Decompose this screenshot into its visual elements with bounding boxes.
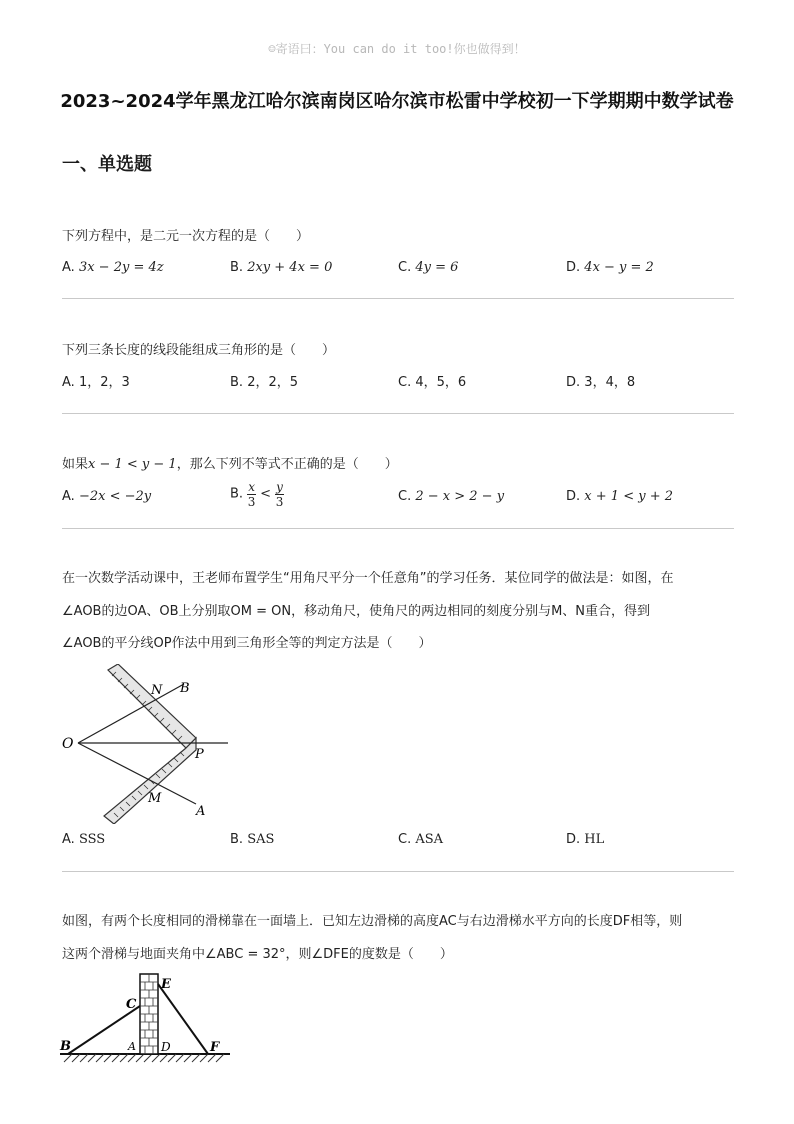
question-5-line-1: 如图，有两个长度相同的滑梯靠在一面墙上．已知左边滑梯的高度AC与右边滑梯水平方向的长度DF相等，则 bbox=[62, 914, 683, 929]
label-e: E bbox=[161, 977, 171, 992]
label-p: P bbox=[195, 747, 204, 762]
label-a: A bbox=[128, 1040, 136, 1053]
question-4-line-2: ∠AOB的边OA、OB上分别取OM = ON，移动角尺，使角尺的两边相同的刻度分别与M、N重合，得到 bbox=[62, 604, 651, 619]
question-1-option-a[interactable]: A. 3x − 2y = 4z bbox=[62, 260, 164, 275]
angle-bisector-figure bbox=[56, 664, 246, 824]
page-title: 2023~2024学年黑龙江哈尔滨南岗区哈尔滨市松雷中学校初一下学期期中数学试卷 bbox=[60, 91, 734, 112]
question-3-option-c[interactable]: C. 2 − x > 2 − y bbox=[398, 489, 505, 504]
question-4-option-c[interactable]: C. ASA bbox=[398, 832, 444, 847]
question-2-option-b[interactable]: B. 2，2，5 bbox=[230, 375, 299, 390]
question-4-line-1: 在一次数学活动课中，王老师布置学生“用角尺平分一个任意角”的学习任务．某位同学的做法是：如图，在 bbox=[62, 571, 674, 586]
question-1-option-c[interactable]: C. 4y = 6 bbox=[398, 260, 459, 275]
divider bbox=[62, 871, 734, 872]
question-4-line-3: ∠AOB的平分线OP作法中用到三角形全等的判定方法是（ ） bbox=[62, 636, 432, 651]
ruler-upper-arm bbox=[108, 664, 196, 748]
question-2-option-d[interactable]: D. 3，4，8 bbox=[566, 375, 636, 390]
question-1-stem: 下列方程中，是二元一次方程的是（ ） bbox=[62, 229, 310, 244]
section-heading: 一、单选题 bbox=[62, 154, 152, 175]
fraction-x-over-3: $\frac{x}{3}$ bbox=[247, 480, 256, 509]
label-m: M bbox=[148, 791, 162, 806]
label-f: F bbox=[210, 1040, 220, 1055]
question-5-line-2: 这两个滑梯与地面夹角中∠ABC = 32°，则∠DFE的度数是（ ） bbox=[62, 947, 453, 962]
label-b: B bbox=[60, 1039, 71, 1054]
label-o: O bbox=[62, 736, 74, 752]
divider bbox=[62, 298, 734, 299]
divider bbox=[62, 413, 734, 414]
label-b: B bbox=[180, 681, 190, 696]
label-d: D bbox=[161, 1040, 171, 1054]
question-3-option-d[interactable]: D. x + 1 < y + 2 bbox=[566, 489, 673, 504]
question-3-option-b[interactable]: B. $\frac{x}{3}$ < $\frac{y}{3}$ bbox=[230, 480, 284, 509]
question-4-option-b[interactable]: B. SAS bbox=[230, 832, 275, 847]
ruler-lower-arm bbox=[104, 738, 196, 824]
question-2-option-a[interactable]: A. 1，2，3 bbox=[62, 375, 130, 390]
question-1-option-b[interactable]: B. 2xy + 4x = 0 bbox=[230, 260, 333, 275]
watermark: ☺寄语曰：You can do it too!你也做得到！ bbox=[268, 42, 526, 56]
question-4-option-d[interactable]: D. HL bbox=[566, 832, 605, 847]
divider bbox=[62, 528, 734, 529]
ground bbox=[60, 1054, 230, 1062]
question-2-stem: 下列三条长度的线段能组成三角形的是（ ） bbox=[62, 343, 336, 358]
question-3-stem: 如果x − 1 < y − 1，那么下列不等式不正确的是（ ） bbox=[62, 457, 398, 472]
label-c: C bbox=[126, 997, 137, 1012]
slides-figure bbox=[58, 970, 238, 1070]
label-a: A bbox=[196, 804, 206, 819]
fraction-y-over-3: $\frac{y}{3}$ bbox=[275, 480, 284, 509]
brick-wall bbox=[140, 974, 158, 1054]
question-3-option-a[interactable]: A. −2x < −2y bbox=[62, 489, 152, 504]
question-1-option-d[interactable]: D. 4x − y = 2 bbox=[566, 260, 654, 275]
question-2-option-c[interactable]: C. 4，5，6 bbox=[398, 375, 467, 390]
question-4-option-a[interactable]: A. SSS bbox=[62, 832, 106, 847]
label-n: N bbox=[151, 683, 163, 698]
